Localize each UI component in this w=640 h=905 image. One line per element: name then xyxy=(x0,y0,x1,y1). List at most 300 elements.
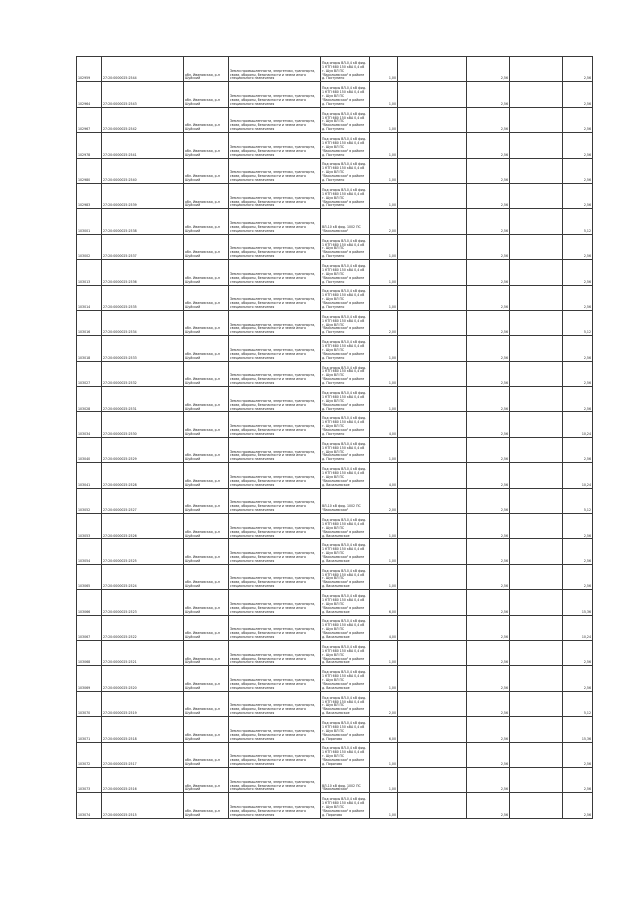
rate-cell: 2,56 xyxy=(467,666,510,691)
row-id-cell: 102959 xyxy=(77,57,102,82)
cadastral-number-cell: 27:20:0000025:2541 xyxy=(102,133,184,158)
empty-cell xyxy=(398,767,467,792)
address-cell: обл. Ивановская, р-н Шуйский xyxy=(184,285,229,310)
cadastral-number-cell: 27:20:0000025:2519 xyxy=(102,691,184,716)
address-cell: обл. Ивановская, р-н Шуйский xyxy=(184,234,229,259)
permitted-use-cell: Под опоры ВЛ-0,4 кВ фид. 1 КТП 680 150 кВА 0,4 кВ г. Шуя ВЛ ПС "Васильевская" в районе д. Васильевское xyxy=(321,615,370,640)
area-cell: 2,00 xyxy=(370,691,398,716)
cadastral-number-cell: 27:20:0000025:2536 xyxy=(102,260,184,285)
land-category-cell: Земли промышленности, энергетики, транспорта, связи, обороны, безопасности и земли иного специального назначения xyxy=(229,57,321,82)
table-row xyxy=(77,82,593,107)
area-cell: 4,00 xyxy=(370,463,398,488)
permitted-use-cell: Под опоры ВЛ-0,4 кВ фид. 1 КТП 680 150 кВА 0,4 кВ г. Шуя ВЛ ПС "Васильевская" в районе д. Поступино xyxy=(321,158,370,183)
rate-cell: 2,56 xyxy=(467,564,510,589)
table-row xyxy=(77,564,593,589)
empty-cell xyxy=(510,437,563,462)
address-cell: обл. Ивановская, р-н Шуйский xyxy=(184,767,229,792)
land-category-cell: Земли промышленности, энергетики, транспорта, связи, обороны, безопасности и земли иного специального назначения xyxy=(229,742,321,767)
sum-cell: 5,12 xyxy=(563,691,593,716)
cadastral-number-cell: 27:20:0000025:2534 xyxy=(102,310,184,335)
row-id-cell: 103001 xyxy=(77,209,102,234)
area-cell: 1,00 xyxy=(370,640,398,665)
cadastral-number-cell: 27:20:0000025:2531 xyxy=(102,387,184,412)
table-row xyxy=(77,590,593,615)
sum-cell: 15,36 xyxy=(563,717,593,742)
area-cell: 1,00 xyxy=(370,514,398,539)
cadastral-number-cell: 27:20:0000025:2521 xyxy=(102,640,184,665)
empty-cell xyxy=(398,666,467,691)
empty-cell xyxy=(398,615,467,640)
row-id-cell: 103040 xyxy=(77,437,102,462)
address-cell: обл. Ивановская, р-н Шуйский xyxy=(184,133,229,158)
rate-cell: 2,56 xyxy=(467,742,510,767)
address-cell: обл. Ивановская, р-н Шуйский xyxy=(184,310,229,335)
empty-cell xyxy=(398,57,467,82)
sum-cell: 2,56 xyxy=(563,742,593,767)
row-id-cell: 102983 xyxy=(77,183,102,208)
permitted-use-cell: Под опоры ВЛ-0,4 кВ фид. 1 КТП 680 150 кВА 0,4 кВ г. Шуя ВЛ ПС "Васильевская" в районе д. Поступино xyxy=(321,361,370,386)
empty-cell xyxy=(510,107,563,132)
sum-cell: 2,56 xyxy=(563,260,593,285)
rate-cell: 2,56 xyxy=(467,412,510,437)
table-row xyxy=(77,57,593,82)
address-cell: обл. Ивановская, р-н Шуйский xyxy=(184,209,229,234)
permitted-use-cell: Под опоры ВЛ-0,4 кВ фид. 1 КТП 680 150 кВА 0,4 кВ г. Шуя ВЛ ПС "Васильевская" в районе д. Пирогово xyxy=(321,717,370,742)
rate-cell: 2,56 xyxy=(467,488,510,513)
empty-cell xyxy=(510,666,563,691)
cadastral-number-cell: 27:20:0000025:2529 xyxy=(102,437,184,462)
row-id-cell: 103016 xyxy=(77,310,102,335)
area-cell: 1,00 xyxy=(370,387,398,412)
address-cell: обл. Ивановская, р-н Шуйский xyxy=(184,666,229,691)
table-row xyxy=(77,107,593,132)
land-category-cell: Земли промышленности, энергетики, транспорта, связи, обороны, безопасности и земли иного специального назначения xyxy=(229,234,321,259)
empty-cell xyxy=(510,234,563,259)
empty-cell xyxy=(510,488,563,513)
permitted-use-cell: Под опоры ВЛ-0,4 кВ фид. 1 КТП 680 150 кВА 0,4 кВ г. Шуя ВЛ ПС "Васильевская" в районе д. Васильевское xyxy=(321,640,370,665)
cadastral-number-cell: 27:20:0000025:2528 xyxy=(102,463,184,488)
cadastral-number-cell: 27:20:0000025:2543 xyxy=(102,82,184,107)
empty-cell xyxy=(510,691,563,716)
table-row xyxy=(77,412,593,437)
permitted-use-cell: Под опоры ВЛ-0,4 кВ фид. 1 КТП 680 150 кВА 0,4 кВ г. Шуя ВЛ ПС "Васильевская" в районе д. Васильевское xyxy=(321,590,370,615)
permitted-use-cell: Под опоры ВЛ-0,4 кВ фид. 1 КТП 680 150 кВА 0,4 кВ г. Шуя ВЛ ПС "Васильевская" в районе д. Поступино xyxy=(321,234,370,259)
rate-cell: 2,56 xyxy=(467,514,510,539)
empty-cell xyxy=(398,514,467,539)
area-cell: 1,00 xyxy=(370,564,398,589)
land-category-cell: Земли промышленности, энергетики, транспорта, связи, обороны, безопасности и земли иного специального назначения xyxy=(229,310,321,335)
sum-cell: 5,12 xyxy=(563,488,593,513)
cadastral-number-cell: 27:20:0000025:2516 xyxy=(102,767,184,792)
empty-cell xyxy=(510,742,563,767)
area-cell: 1,00 xyxy=(370,767,398,792)
empty-cell xyxy=(398,412,467,437)
empty-cell xyxy=(510,285,563,310)
row-id-cell: 103069 xyxy=(77,666,102,691)
area-cell: 1,00 xyxy=(370,361,398,386)
land-category-cell: Земли промышленности, энергетики, транспорта, связи, обороны, безопасности и земли иного специального назначения xyxy=(229,361,321,386)
table-row xyxy=(77,691,593,716)
land-category-cell: Земли промышленности, энергетики, транспорта, связи, обороны, безопасности и земли иного специального назначения xyxy=(229,209,321,234)
row-id-cell: 103034 xyxy=(77,412,102,437)
rate-cell: 2,56 xyxy=(467,57,510,82)
address-cell: обл. Ивановская, р-н Шуйский xyxy=(184,793,229,818)
rate-cell: 2,56 xyxy=(467,285,510,310)
permitted-use-cell: ВЛ-10 кВ фид. 1002 ПС "Васильевская" xyxy=(321,488,370,513)
land-category-cell: Земли промышленности, энергетики, транспорта, связи, обороны, безопасности и земли иного специального назначения xyxy=(229,107,321,132)
land-category-cell: Земли промышленности, энергетики, транспорта, связи, обороны, безопасности и земли иного специального назначения xyxy=(229,590,321,615)
land-category-cell: Земли промышленности, энергетики, транспорта, связи, обороны, безопасности и земли иного специального назначения xyxy=(229,387,321,412)
area-cell: 1,00 xyxy=(370,234,398,259)
sum-cell: 2,56 xyxy=(563,158,593,183)
sum-cell: 2,56 xyxy=(563,234,593,259)
cadastral-number-cell: 27:20:0000025:2526 xyxy=(102,514,184,539)
address-cell: обл. Ивановская, р-н Шуйский xyxy=(184,691,229,716)
permitted-use-cell: Под опоры ВЛ-0,4 кВ фид. 1 КТП 680 150 кВА 0,4 кВ г. Шуя ВЛ ПС "Васильевская" в районе д. Пирогово xyxy=(321,793,370,818)
area-cell: 4,00 xyxy=(370,615,398,640)
address-cell: обл. Ивановская, р-н Шуйский xyxy=(184,260,229,285)
land-category-cell: Земли промышленности, энергетики, транспорта, связи, обороны, безопасности и земли иного специального назначения xyxy=(229,666,321,691)
row-id-cell: 102964 xyxy=(77,82,102,107)
empty-cell xyxy=(510,615,563,640)
sum-cell: 2,56 xyxy=(563,57,593,82)
row-id-cell: 103052 xyxy=(77,488,102,513)
table-row xyxy=(77,209,593,234)
land-category-cell: Земли промышленности, энергетики, транспорта, связи, обороны, безопасности и земли иного специального назначения xyxy=(229,767,321,792)
land-category-cell: Земли промышленности, энергетики, транспорта, связи, обороны, безопасности и земли иного специального назначения xyxy=(229,463,321,488)
land-category-cell: Земли промышленности, энергетики, транспорта, связи, обороны, безопасности и земли иного специального назначения xyxy=(229,336,321,361)
cadastral-number-cell: 27:20:0000025:2524 xyxy=(102,564,184,589)
permitted-use-cell: Под опоры ВЛ-0,4 кВ фид. 1 КТП 680 150 кВА 0,4 кВ г. Шуя ВЛ ПС "Васильевская" в районе д. Васильевское xyxy=(321,514,370,539)
empty-cell xyxy=(398,488,467,513)
permitted-use-cell: ВЛ-10 кВ фид. 1002 ПС "Васильевская" xyxy=(321,767,370,792)
permitted-use-cell: Под опоры ВЛ-0,4 кВ фид. 1 КТП 680 150 кВА 0,4 кВ г. Шуя ВЛ ПС "Васильевская" в районе д. Поступино xyxy=(321,285,370,310)
address-cell: обл. Ивановская, р-н Шуйский xyxy=(184,463,229,488)
address-cell: обл. Ивановская, р-н Шуйский xyxy=(184,717,229,742)
area-cell: 2,00 xyxy=(370,310,398,335)
land-category-cell: Земли промышленности, энергетики, транспорта, связи, обороны, безопасности и земли иного специального назначения xyxy=(229,640,321,665)
row-id-cell: 103067 xyxy=(77,615,102,640)
empty-cell xyxy=(398,234,467,259)
sum-cell: 2,56 xyxy=(563,514,593,539)
cadastral-number-cell: 27:20:0000025:2542 xyxy=(102,107,184,132)
sum-cell: 2,56 xyxy=(563,437,593,462)
empty-cell xyxy=(398,260,467,285)
sum-cell: 10,24 xyxy=(563,412,593,437)
sum-cell: 2,56 xyxy=(563,387,593,412)
cadastral-number-cell: 27:20:0000025:2515 xyxy=(102,793,184,818)
empty-cell xyxy=(398,209,467,234)
empty-cell xyxy=(398,564,467,589)
row-id-cell: 103071 xyxy=(77,717,102,742)
empty-cell xyxy=(398,107,467,132)
permitted-use-cell: Под опоры ВЛ-0,4 кВ фид. 1 КТП 680 150 кВА 0,4 кВ г. Шуя ВЛ ПС "Васильевская" в районе д. Поступино xyxy=(321,107,370,132)
sum-cell: 2,56 xyxy=(563,285,593,310)
table-row xyxy=(77,767,593,792)
area-cell: 1,00 xyxy=(370,539,398,564)
area-cell: 1,00 xyxy=(370,82,398,107)
land-category-cell: Земли промышленности, энергетики, транспорта, связи, обороны, безопасности и земли иного специального назначения xyxy=(229,564,321,589)
cadastral-number-cell: 27:20:0000025:2518 xyxy=(102,717,184,742)
row-id-cell: 103028 xyxy=(77,387,102,412)
empty-cell xyxy=(398,437,467,462)
rate-cell: 2,56 xyxy=(467,336,510,361)
address-cell: обл. Ивановская, р-н Шуйский xyxy=(184,57,229,82)
empty-cell xyxy=(398,640,467,665)
area-cell: 2,00 xyxy=(370,209,398,234)
land-category-cell: Земли промышленности, энергетики, транспорта, связи, обороны, безопасности и земли иного специального назначения xyxy=(229,260,321,285)
sum-cell: 2,56 xyxy=(563,336,593,361)
rate-cell: 2,56 xyxy=(467,640,510,665)
cadastral-number-cell: 27:20:0000025:2517 xyxy=(102,742,184,767)
table-row xyxy=(77,463,593,488)
area-cell: 1,00 xyxy=(370,285,398,310)
address-cell: обл. Ивановская, р-н Шуйский xyxy=(184,183,229,208)
table-row xyxy=(77,488,593,513)
rate-cell: 2,56 xyxy=(467,590,510,615)
sum-cell: 10,24 xyxy=(563,615,593,640)
permitted-use-cell: Под опоры ВЛ-0,4 кВ фид. 1 КТП 680 150 кВА 0,4 кВ г. Шуя ВЛ ПС "Васильевская" в районе д. Васильевское xyxy=(321,539,370,564)
rate-cell: 2,56 xyxy=(467,107,510,132)
table-row xyxy=(77,183,593,208)
empty-cell xyxy=(510,361,563,386)
address-cell: обл. Ивановская, р-н Шуйский xyxy=(184,615,229,640)
area-cell: 6,00 xyxy=(370,590,398,615)
empty-cell xyxy=(510,717,563,742)
land-plot-table xyxy=(76,56,593,819)
empty-cell xyxy=(398,310,467,335)
rate-cell: 2,56 xyxy=(467,183,510,208)
address-cell: обл. Ивановская, р-н Шуйский xyxy=(184,539,229,564)
row-id-cell: 103018 xyxy=(77,336,102,361)
land-category-cell: Земли промышленности, энергетики, транспорта, связи, обороны, безопасности и земли иного специального назначения xyxy=(229,717,321,742)
address-cell: обл. Ивановская, р-н Шуйский xyxy=(184,361,229,386)
empty-cell xyxy=(510,336,563,361)
row-id-cell: 102980 xyxy=(77,158,102,183)
cadastral-number-cell: 27:20:0000025:2537 xyxy=(102,234,184,259)
row-id-cell: 103073 xyxy=(77,767,102,792)
empty-cell xyxy=(398,539,467,564)
sum-cell: 2,56 xyxy=(563,82,593,107)
land-category-cell: Земли промышленности, энергетики, транспорта, связи, обороны, безопасности и земли иного специального назначения xyxy=(229,615,321,640)
address-cell: обл. Ивановская, р-н Шуйский xyxy=(184,742,229,767)
address-cell: обл. Ивановская, р-н Шуйский xyxy=(184,107,229,132)
land-category-cell: Земли промышленности, энергетики, транспорта, связи, обороны, безопасности и земли иного специального назначения xyxy=(229,691,321,716)
rate-cell: 2,56 xyxy=(467,387,510,412)
sum-cell: 2,56 xyxy=(563,640,593,665)
land-category-cell: Земли промышленности, энергетики, транспорта, связи, обороны, безопасности и земли иного специального назначения xyxy=(229,285,321,310)
empty-cell xyxy=(510,387,563,412)
row-id-cell: 102978 xyxy=(77,133,102,158)
empty-cell xyxy=(398,285,467,310)
address-cell: обл. Ивановская, р-н Шуйский xyxy=(184,437,229,462)
empty-cell xyxy=(398,158,467,183)
empty-cell xyxy=(510,82,563,107)
area-cell: 1,00 xyxy=(370,336,398,361)
row-id-cell: 103066 xyxy=(77,590,102,615)
permitted-use-cell: Под опоры ВЛ-0,4 кВ фид. 1 КТП 680 150 кВА 0,4 кВ г. Шуя ВЛ ПС "Васильевская" в районе д. Поступино xyxy=(321,412,370,437)
rate-cell: 2,56 xyxy=(467,615,510,640)
rate-cell: 2,56 xyxy=(467,539,510,564)
empty-cell xyxy=(510,133,563,158)
rate-cell: 2,56 xyxy=(467,691,510,716)
empty-cell xyxy=(398,183,467,208)
permitted-use-cell: Под опоры ВЛ-0,4 кВ фид. 1 КТП 680 150 кВА 0,4 кВ г. Шуя ВЛ ПС "Васильевская" в районе д. Васильевское xyxy=(321,564,370,589)
sum-cell: 15,36 xyxy=(563,590,593,615)
sum-cell: 2,56 xyxy=(563,183,593,208)
empty-cell xyxy=(510,158,563,183)
address-cell: обл. Ивановская, р-н Шуйский xyxy=(184,412,229,437)
address-cell: обл. Ивановская, р-н Шуйский xyxy=(184,82,229,107)
address-cell: обл. Ивановская, р-н Шуйский xyxy=(184,564,229,589)
cadastral-number-cell: 27:20:0000025:2523 xyxy=(102,590,184,615)
row-id-cell: 103041 xyxy=(77,463,102,488)
sum-cell: 2,56 xyxy=(563,564,593,589)
row-id-cell: 103065 xyxy=(77,564,102,589)
sum-cell: 5,12 xyxy=(563,209,593,234)
cadastral-number-cell: 27:20:0000025:2525 xyxy=(102,539,184,564)
area-cell: 1,00 xyxy=(370,666,398,691)
rate-cell: 2,56 xyxy=(467,260,510,285)
area-cell: 1,00 xyxy=(370,260,398,285)
row-id-cell: 102967 xyxy=(77,107,102,132)
cadastral-number-cell: 27:20:0000025:2535 xyxy=(102,285,184,310)
empty-cell xyxy=(510,57,563,82)
rate-cell: 2,56 xyxy=(467,133,510,158)
register-sheet xyxy=(76,56,591,819)
permitted-use-cell: Под опоры ВЛ-0,4 кВ фид. 1 КТП 680 150 кВА 0,4 кВ г. Шуя ВЛ ПС "Васильевская" в районе д. Поступино xyxy=(321,260,370,285)
empty-cell xyxy=(398,793,467,818)
empty-cell xyxy=(510,412,563,437)
row-id-cell: 103070 xyxy=(77,691,102,716)
empty-cell xyxy=(398,742,467,767)
area-cell: 1,00 xyxy=(370,158,398,183)
empty-cell xyxy=(510,209,563,234)
land-category-cell: Земли промышленности, энергетики, транспорта, связи, обороны, безопасности и земли иного специального назначения xyxy=(229,437,321,462)
rate-cell: 2,56 xyxy=(467,310,510,335)
cadastral-number-cell: 27:20:0000025:2533 xyxy=(102,336,184,361)
table-body xyxy=(77,57,593,819)
rate-cell: 2,56 xyxy=(467,793,510,818)
rate-cell: 2,56 xyxy=(467,767,510,792)
empty-cell xyxy=(398,691,467,716)
address-cell: обл. Ивановская, р-н Шуйский xyxy=(184,387,229,412)
empty-cell xyxy=(398,463,467,488)
cadastral-number-cell: 27:20:0000025:2522 xyxy=(102,615,184,640)
sum-cell: 2,56 xyxy=(563,666,593,691)
rate-cell: 2,56 xyxy=(467,717,510,742)
row-id-cell: 103074 xyxy=(77,793,102,818)
land-category-cell: Земли промышленности, энергетики, транспорта, связи, обороны, безопасности и земли иного специального назначения xyxy=(229,514,321,539)
rate-cell: 2,56 xyxy=(467,209,510,234)
empty-cell xyxy=(510,514,563,539)
empty-cell xyxy=(510,463,563,488)
permitted-use-cell: Под опоры ВЛ-0,4 кВ фид. 1 КТП 680 150 кВА 0,4 кВ г. Шуя ВЛ ПС "Васильевская" в районе д. Васильевское xyxy=(321,666,370,691)
empty-cell xyxy=(398,387,467,412)
row-id-cell: 103002 xyxy=(77,234,102,259)
cadastral-number-cell: 27:20:0000025:2540 xyxy=(102,158,184,183)
row-id-cell: 103072 xyxy=(77,742,102,767)
land-category-cell: Земли промышленности, энергетики, транспорта, связи, обороны, безопасности и земли иного специального назначения xyxy=(229,183,321,208)
table-row xyxy=(77,514,593,539)
row-id-cell: 103054 xyxy=(77,539,102,564)
row-id-cell: 103068 xyxy=(77,640,102,665)
cadastral-number-cell: 27:20:0000025:2520 xyxy=(102,666,184,691)
permitted-use-cell: Под опоры ВЛ-0,4 кВ фид. 1 КТП 680 150 кВА 0,4 кВ г. Шуя ВЛ ПС "Васильевская" в районе д. Поступино xyxy=(321,183,370,208)
land-category-cell: Земли промышленности, энергетики, транспорта, связи, обороны, безопасности и земли иного специального назначения xyxy=(229,158,321,183)
permitted-use-cell: Под опоры ВЛ-0,4 кВ фид. 1 КТП 680 150 кВА 0,4 кВ г. Шуя ВЛ ПС "Васильевская" в районе д. Пирогово xyxy=(321,742,370,767)
table-row xyxy=(77,285,593,310)
table-row xyxy=(77,666,593,691)
row-id-cell: 103027 xyxy=(77,361,102,386)
table-row xyxy=(77,310,593,335)
table-row xyxy=(77,361,593,386)
empty-cell xyxy=(510,767,563,792)
area-cell: 4,00 xyxy=(370,412,398,437)
permitted-use-cell: Под опоры ВЛ-0,4 кВ фид. 1 КТП 680 150 кВА 0,4 кВ г. Шуя ВЛ ПС "Васильевская" в районе д. Поступино xyxy=(321,133,370,158)
area-cell: 1,00 xyxy=(370,437,398,462)
address-cell: обл. Ивановская, р-н Шуйский xyxy=(184,336,229,361)
empty-cell xyxy=(510,183,563,208)
address-cell: обл. Ивановская, р-н Шуйский xyxy=(184,514,229,539)
sum-cell: 2,56 xyxy=(563,793,593,818)
permitted-use-cell: Под опоры ВЛ-0,4 кВ фид. 1 КТП 680 150 кВА 0,4 кВ г. Шуя ВЛ ПС "Васильевская" в районе д. Поступино xyxy=(321,336,370,361)
sum-cell: 2,56 xyxy=(563,361,593,386)
sum-cell: 5,12 xyxy=(563,310,593,335)
table-row xyxy=(77,336,593,361)
permitted-use-cell: Под опоры ВЛ-0,4 кВ фид. 1 КТП 680 150 кВА 0,4 кВ г. Шуя ВЛ ПС "Васильевская" в районе д. Васильевское xyxy=(321,463,370,488)
table-row xyxy=(77,158,593,183)
table-row xyxy=(77,260,593,285)
sum-cell: 2,56 xyxy=(563,767,593,792)
land-category-cell: Земли промышленности, энергетики, транспорта, связи, обороны, безопасности и земли иного специального назначения xyxy=(229,133,321,158)
table-row xyxy=(77,387,593,412)
table-row xyxy=(77,742,593,767)
empty-cell xyxy=(510,564,563,589)
address-cell: обл. Ивановская, р-н Шуйский xyxy=(184,590,229,615)
empty-cell xyxy=(398,590,467,615)
rate-cell: 2,56 xyxy=(467,82,510,107)
area-cell: 1,00 xyxy=(370,107,398,132)
table-row xyxy=(77,640,593,665)
permitted-use-cell: Под опоры ВЛ-0,4 кВ фид. 1 КТП 680 150 кВА 0,4 кВ г. Шуя ВЛ ПС "Васильевская" в районе д. Поступино xyxy=(321,57,370,82)
empty-cell xyxy=(510,793,563,818)
empty-cell xyxy=(398,82,467,107)
permitted-use-cell: Под опоры ВЛ-0,4 кВ фид. 1 КТП 680 150 кВА 0,4 кВ г. Шуя ВЛ ПС "Васильевская" в районе д. Поступино xyxy=(321,310,370,335)
table-row xyxy=(77,437,593,462)
empty-cell xyxy=(510,539,563,564)
permitted-use-cell: Под опоры ВЛ-0,4 кВ фид. 1 КТП 680 150 кВА 0,4 кВ г. Шуя ВЛ ПС "Васильевская" в районе д. Васильевское xyxy=(321,691,370,716)
cadastral-number-cell: 27:20:0000025:2530 xyxy=(102,412,184,437)
sum-cell: 10,24 xyxy=(563,463,593,488)
cadastral-number-cell: 27:20:0000025:2538 xyxy=(102,209,184,234)
empty-cell xyxy=(398,717,467,742)
table-row xyxy=(77,793,593,818)
sum-cell: 2,56 xyxy=(563,539,593,564)
row-id-cell: 103013 xyxy=(77,260,102,285)
empty-cell xyxy=(398,361,467,386)
rate-cell: 2,56 xyxy=(467,463,510,488)
area-cell: 2,00 xyxy=(370,488,398,513)
empty-cell xyxy=(510,640,563,665)
table-row xyxy=(77,717,593,742)
rate-cell: 2,56 xyxy=(467,234,510,259)
land-category-cell: Земли промышленности, энергетики, транспорта, связи, обороны, безопасности и земли иного специального назначения xyxy=(229,488,321,513)
empty-cell xyxy=(510,260,563,285)
row-id-cell: 103053 xyxy=(77,514,102,539)
permitted-use-cell: Под опоры ВЛ-0,4 кВ фид. 1 КТП 680 150 кВА 0,4 кВ г. Шуя ВЛ ПС "Васильевская" в районе д. Поступино xyxy=(321,82,370,107)
cadastral-number-cell: 27:20:0000025:2544 xyxy=(102,57,184,82)
